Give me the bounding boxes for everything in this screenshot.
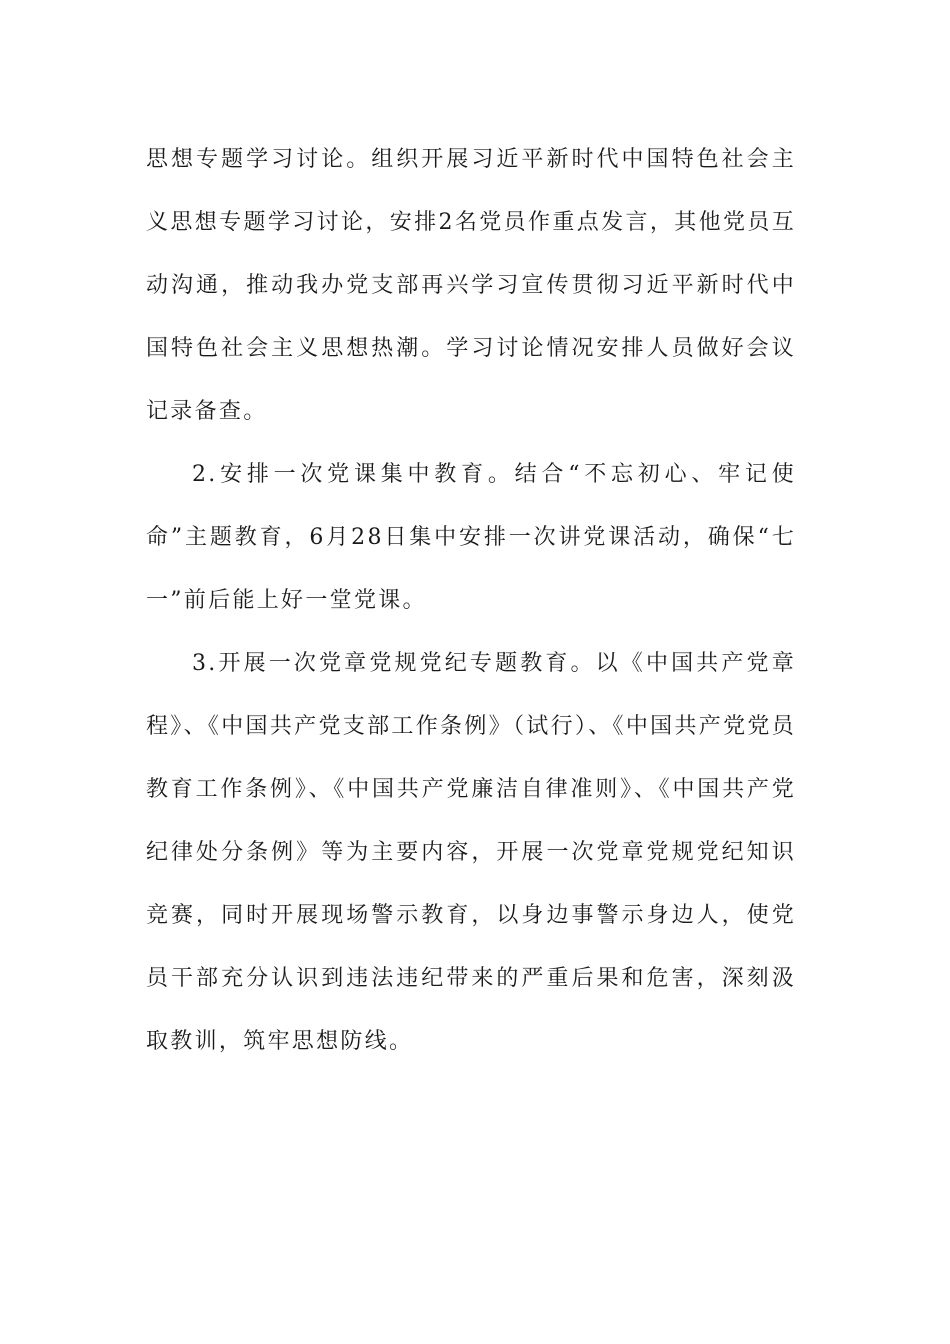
paragraph-party-lecture: 2.安排一次党课集中教育。结合“不忘初心、牢记使命”主题教育，6月28日集中安排一次讲党课活动，确保“七一”前后能上好一堂党课。 — [146, 462, 796, 613]
document-body — [146, 128, 796, 1073]
paragraph-study-discussion: 思想专题学习讨论。组织开展习近平新时代中国特色社会主义思想专题学习讨论，安排2名党员作重点发言，其他党员互动沟通，推动我办党支部再兴学习宣传贯彻习近平新时代中国特色社会主义思想热潮。学习讨论情况安排人员做好会议记录备查。 — [146, 147, 796, 424]
paragraph-discipline-education: 3.开展一次党章党规党纪专题教育。以《中国共产党章程》、《中国共产党支部工作条例》（试行）、《中国共产党党员教育工作条例》、《中国共产党廉洁自律准则》、《中国共产党纪律处分条例》等为主要内容，开展一次党章党规党纪知识竞赛，同时开展现场警示教育，以身边事警示身边人，使党员干部充分认识到违法违纪带来的严重后果和危害，深刻汲取教训，筑牢思想防线。 — [146, 651, 796, 1054]
